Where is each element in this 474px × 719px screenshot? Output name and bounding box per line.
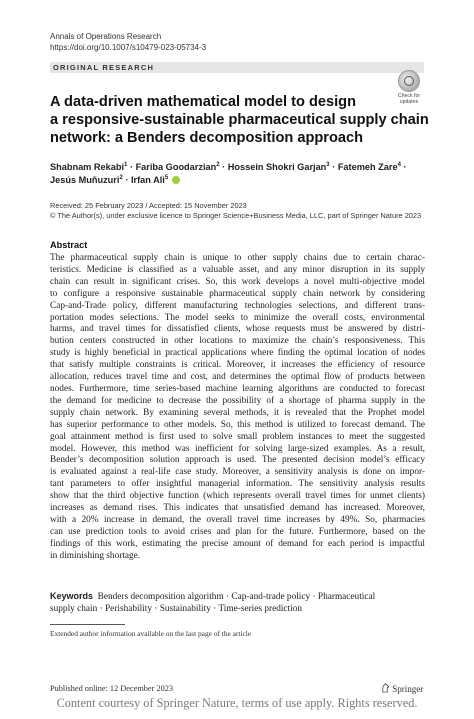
abstract-heading: Abstract bbox=[50, 240, 88, 250]
journal-name: Annals of Operations Research bbox=[50, 32, 162, 41]
copyright-notice: © The Author(s), under exclusive licence to Springer Science+Business Media, LLC, part of Springer Nature 2023 bbox=[50, 211, 422, 220]
author-affiliation: 2 bbox=[216, 162, 220, 168]
abstract-line: that satisfy multiple constraints is critical. Moreover, it increases the efficiency of resource bbox=[50, 360, 425, 371]
author-name[interactable]: Irfan Ali bbox=[130, 175, 165, 185]
journal-header bbox=[50, 31, 206, 53]
abstract-line: supply chain network. By examining several methods, it is revealed that the Prophet model bbox=[50, 407, 425, 418]
abstract-line: portation modes selections. The model seeks to minimize the overall costs, environmental bbox=[50, 312, 425, 323]
abstract-line: with a 20% increase in demand, the overall travel time increases by 49%. So, pharmacies bbox=[50, 514, 425, 525]
abstract-body bbox=[50, 253, 425, 563]
title-line: a responsive-sustainable pharmaceutical supply chain bbox=[50, 112, 429, 128]
footnote-divider bbox=[50, 624, 125, 625]
abstract-line: Bender’s decomposition solution approach is used. The presented decision model’s efficacy bbox=[50, 455, 425, 466]
author-name[interactable]: Hossein Shokri Garjan bbox=[227, 162, 327, 172]
doi-link[interactable]: https://doi.org/10.1007/s10479-023-05734-3 bbox=[50, 43, 207, 52]
author-name[interactable]: Shabnam Rekabi bbox=[50, 162, 125, 172]
check-updates-label: Check for updates bbox=[397, 93, 421, 105]
keywords-line: supply chain · Perishability · Sustainability · Time-series prediction bbox=[50, 604, 303, 614]
abstract-line: harms, and travel times for dissatisfied clients, whose requests must be answered by distri- bbox=[50, 324, 425, 335]
abstract-line: the demand for medicine to decrease the possibility of a shortage of pharma supply in the bbox=[50, 395, 425, 406]
author-affiliation: 1 bbox=[124, 162, 128, 168]
abstract-line: goal attainment method is first used to solve small problem instances to meet the suggested bbox=[50, 431, 425, 442]
check-updates-icon bbox=[398, 70, 420, 92]
abstract-line: nodes. Furthermore, time series-based machine learning algorithms are conducted to forecast bbox=[50, 383, 425, 394]
publisher-logo bbox=[381, 683, 423, 694]
check-for-updates-badge[interactable] bbox=[392, 70, 426, 105]
keywords-line: Benders decomposition algorithm · Cap-and-trade policy · Pharmaceutical bbox=[97, 592, 376, 602]
abstract-line: teristics. Medicine is classified as a valuable asset, and any minor disruption in its supply bbox=[50, 264, 425, 275]
abstract-line: increases as demand rises. This indicates that unsatisfied demand has increased. Moreover, bbox=[50, 503, 425, 514]
abstract-line: tant parameters to offer insightful managerial information. The sensitivity analysis results bbox=[50, 479, 425, 490]
abstract-line: is evaluated against a real-life case study. Moreover, a sensitivity analysis is done on impor- bbox=[50, 467, 425, 478]
author-name[interactable]: Fariba Goodarzian bbox=[135, 162, 217, 172]
footnote: Extended author information available on the last page of the article bbox=[50, 629, 252, 638]
published-date: Published online: 12 December 2023 bbox=[50, 684, 174, 693]
author-name[interactable]: Fatemeh Zare bbox=[337, 162, 398, 172]
abstract-line: bution centers constructed in other locations to maximize the chain’s responsiveness. This bbox=[50, 336, 425, 347]
author-affiliation: 5 bbox=[164, 175, 169, 181]
author-list: Shabnam Rekabi$^1$ · Fariba Goodarzian$^2$ · Hossein Shokri Garjan$^3$ · Fatemeh Zare$^4$ · Jesús Muñuzuri$^2$ · Irfan Ali$^5$ bbox=[50, 162, 407, 185]
abstract-line: show that the third objective function (which represents overall travel times for unmet clients) bbox=[50, 491, 425, 502]
author-affiliation: 4 bbox=[397, 162, 401, 168]
abstract-line: to configure a responsive sustainable pharmaceutical supply chain network by considering bbox=[50, 288, 425, 299]
abstract-line: has superior performance to other models. So, this method is utilized to forecast demand. The bbox=[50, 419, 425, 430]
section-tag: ORIGINAL RESEARCH bbox=[50, 62, 424, 73]
springer-horse-icon bbox=[381, 683, 390, 693]
abstract-line: Cap-and-Trade policy, different manufacturing technologies selections, and different trans- bbox=[50, 300, 425, 311]
abstract-line: model. However, this method was inefficient for solving large-sized examples. As a result, bbox=[50, 443, 425, 454]
orcid-icon[interactable] bbox=[172, 176, 180, 184]
title-line: A data-driven mathematical model to design bbox=[50, 94, 356, 110]
keywords-heading: Keywords bbox=[50, 591, 94, 601]
abstract-line: study is highly beneficial in practical applications where finding the optimal location of nodes bbox=[50, 348, 425, 359]
watermark: Content courtesy of Springer Nature, terms of use apply. Rights reserved. bbox=[56, 696, 418, 710]
article-dates bbox=[50, 201, 421, 221]
abstract-line: can use prediction tools to avoid crises and plan for the future. Furthermore, based on the bbox=[50, 526, 425, 537]
author-affiliation: 3 bbox=[326, 162, 330, 168]
title-line: network: a Benders decomposition approach bbox=[50, 130, 364, 146]
keywords-block bbox=[50, 590, 425, 615]
abstract-line: The pharmaceutical supply chain is unique to other supply chains due to certain charac- bbox=[50, 253, 425, 263]
publisher-name: Springer bbox=[392, 684, 424, 694]
received-accepted: Received: 25 February 2023 / Accepted: 15 November 2023 bbox=[50, 201, 247, 210]
author-name[interactable]: Jesús Muñuzuri bbox=[50, 175, 120, 185]
abstract-line: in diminishing shortage. bbox=[50, 550, 141, 561]
author-affiliation: 2 bbox=[119, 175, 123, 181]
abstract-line: allocation, reduces travel time and cost, and determines the optimal flow of products between bbox=[50, 372, 425, 383]
abstract-line: findings of this work, estimating the precise amount of demand for each period is impactful bbox=[50, 538, 425, 549]
abstract-line: chain can result in significant crises. So, this work develops a novel multi-objective model bbox=[50, 276, 425, 287]
